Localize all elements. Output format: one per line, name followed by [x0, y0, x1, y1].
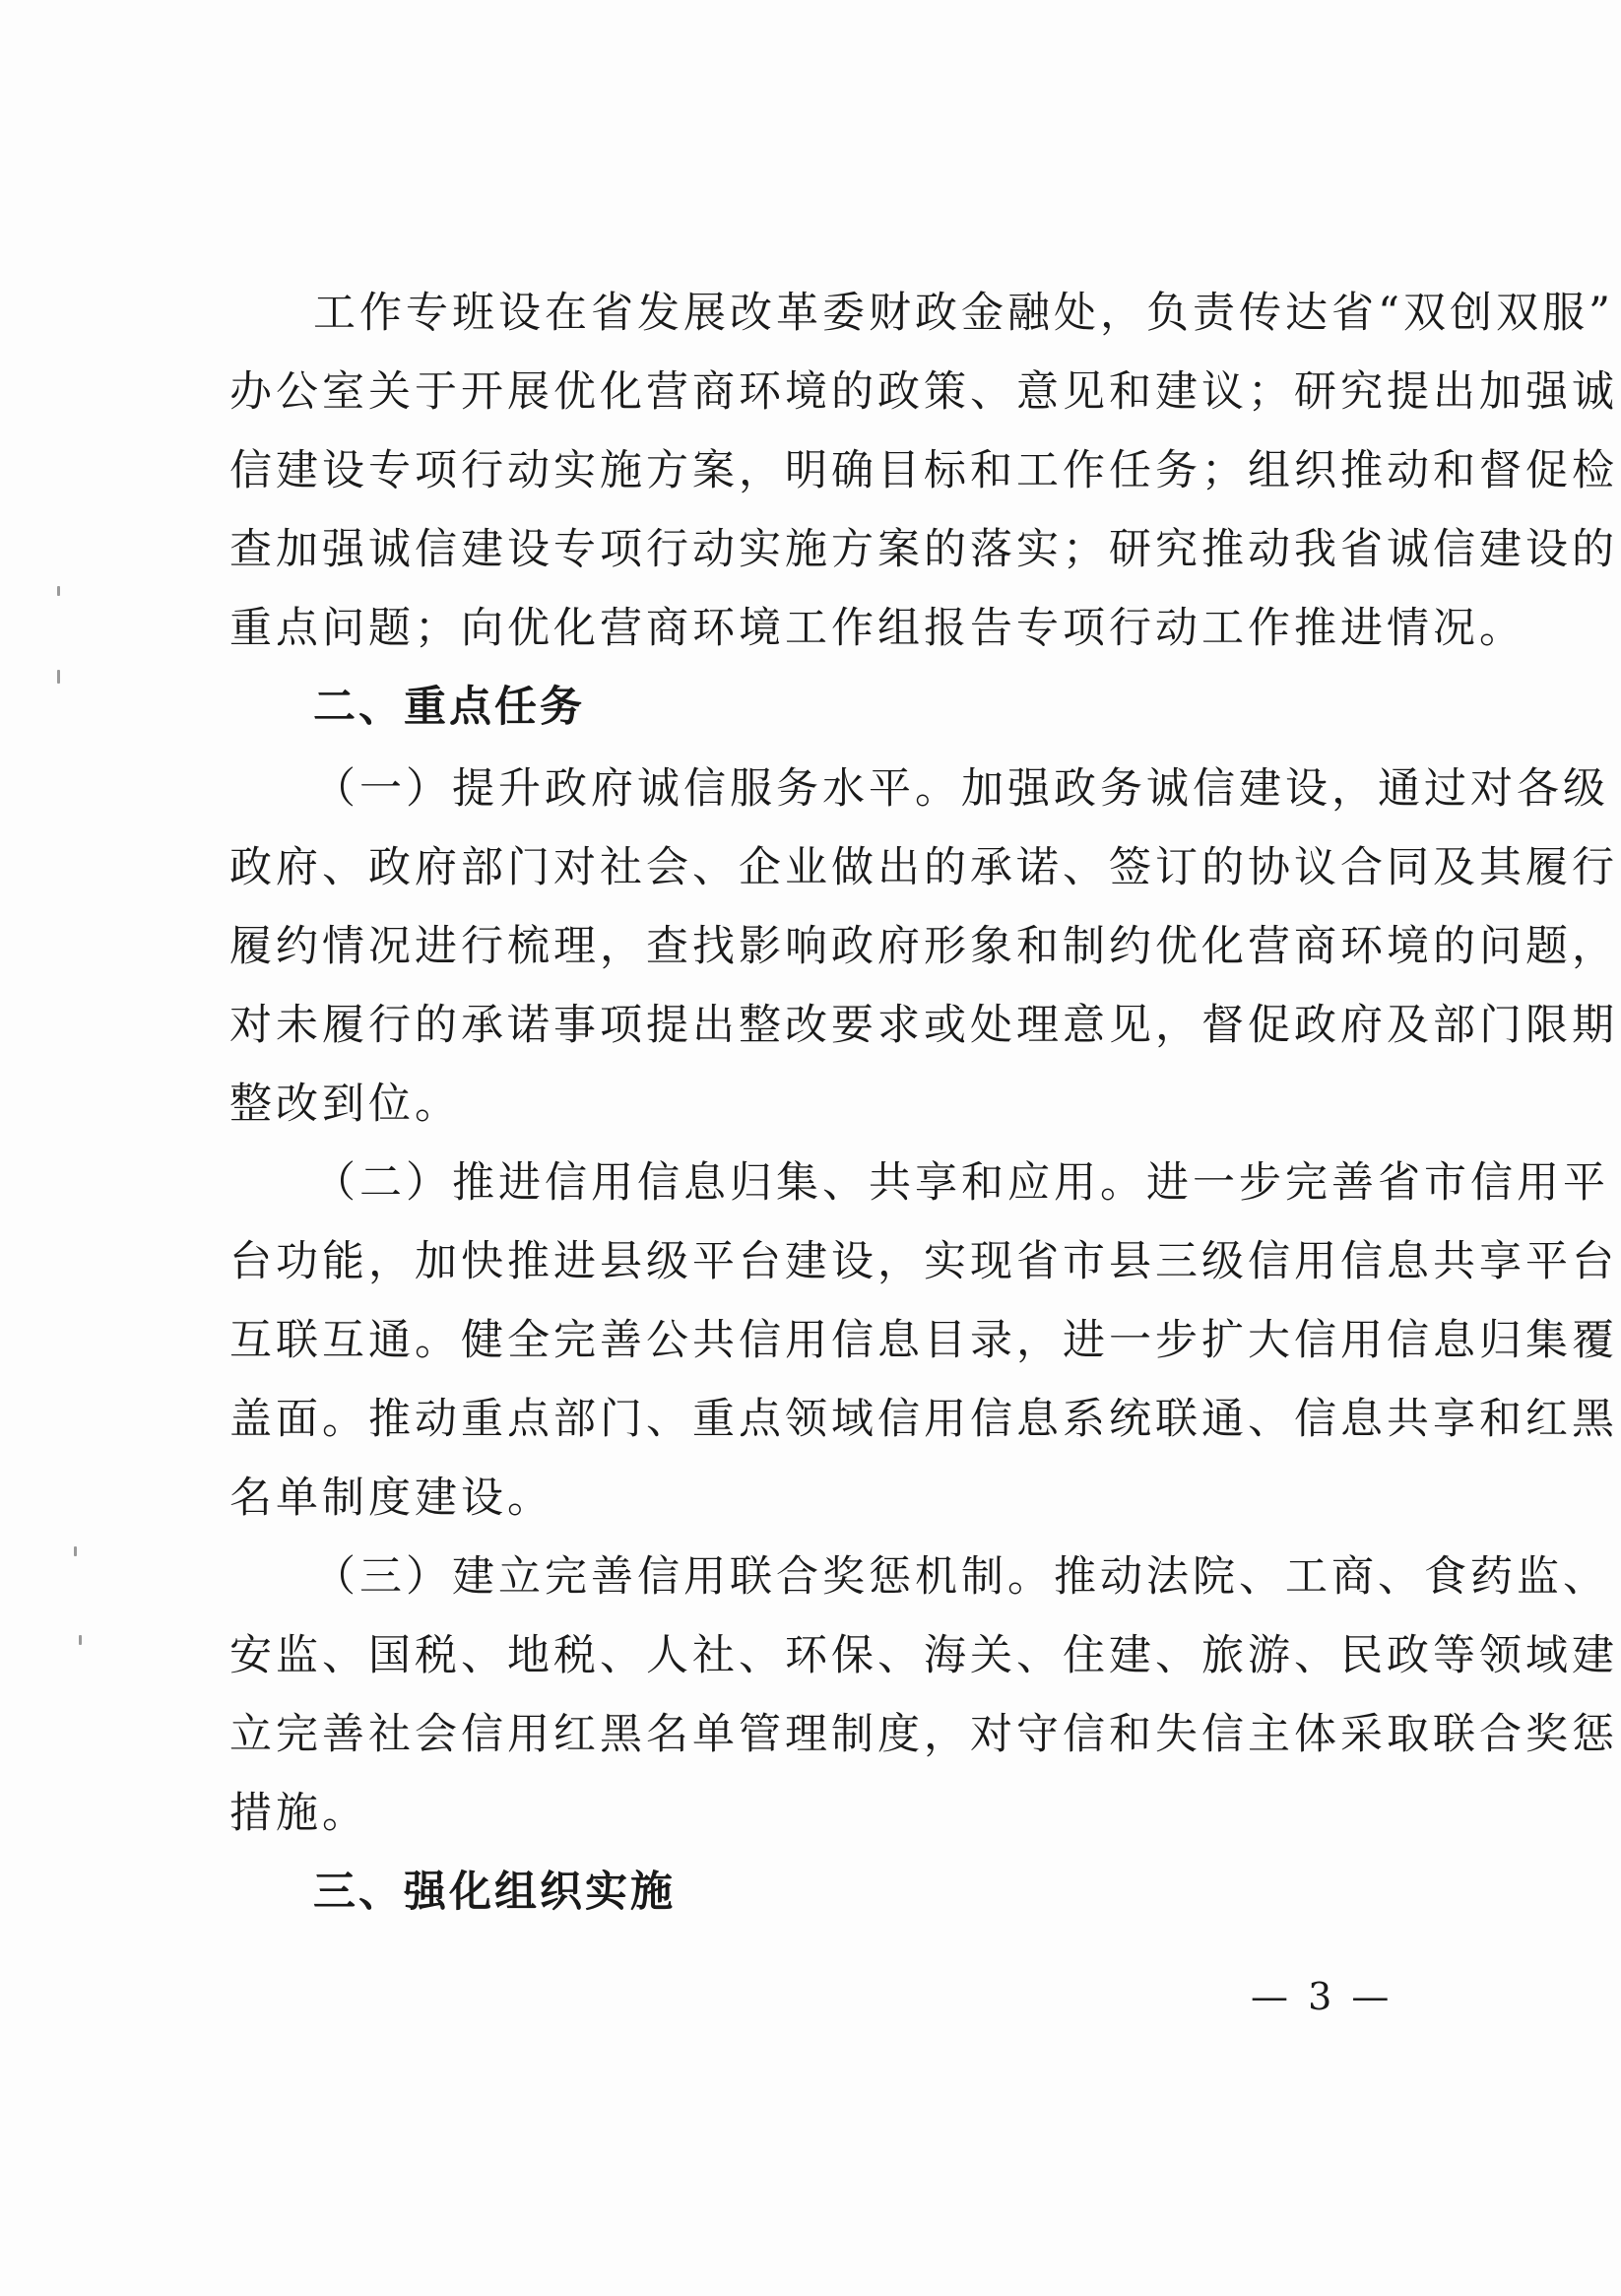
paragraph-line: 履约情况进行梳理，查找影响政府形象和制约优化营商环境的问题， [229, 922, 1618, 971]
paragraph-line: （二）推进信用信息归集、共享和应用。进一步完善省市信用平 [313, 1158, 1609, 1208]
paragraph-line: 互联互通。健全完善公共信用信息目录，进一步扩大信用信息归集覆 [229, 1316, 1618, 1365]
paragraph-line: 重点问题；向优化营商环境工作组报告专项行动工作推进情况。 [229, 604, 1525, 653]
paragraph-line: 对未履行的承诺事项提出整改要求或处理意见，督促政府及部门限期 [229, 1001, 1618, 1050]
paragraph-line: 查加强诚信建设专项行动实施方案的落实；研究推动我省诚信建设的 [229, 525, 1618, 574]
paragraph-line: 工作专班设在省发展改革委财政金融处，负责传达省“双创双服” [313, 289, 1614, 338]
page-number: — 3 — [1251, 1975, 1394, 2018]
section-heading: 二、重点任务 [313, 683, 585, 732]
paragraph-line: 盖面。推动重点部门、重点领域信用信息系统联通、信息共享和红黑 [229, 1395, 1618, 1444]
paragraph-line: 信建设专项行动实施方案，明确目标和工作任务；组织推动和督促检 [229, 446, 1618, 495]
paragraph-line: 政府、政府部门对社会、企业做出的承诺、签订的协议合同及其履行 [229, 843, 1618, 892]
scan-mark [74, 1546, 77, 1556]
paragraph-line: 整改到位。 [229, 1080, 461, 1129]
scan-mark [57, 670, 60, 684]
paragraph-line: 办公室关于开展优化营商环境的政策、意见和建议；研究提出加强诚 [229, 367, 1618, 417]
paragraph-line: 立完善社会信用红黑名单管理制度，对守信和失信主体采取联合奖惩 [229, 1710, 1618, 1759]
paragraph-line: 措施。 [229, 1789, 368, 1838]
paragraph-line: 安监、国税、地税、人社、环保、海关、住建、旅游、民政等领域建 [229, 1631, 1618, 1680]
paragraph-line: 名单制度建设。 [229, 1474, 553, 1523]
scan-mark [57, 586, 60, 596]
scan-mark [79, 1635, 82, 1645]
paragraph-line: 台功能，加快推进县级平台建设，实现省市县三级信用信息共享平台 [229, 1237, 1618, 1286]
paragraph-line: （三）建立完善信用联合奖惩机制。推动法院、工商、食药监、 [313, 1552, 1609, 1602]
section-heading: 三、强化组织实施 [313, 1868, 676, 1917]
paragraph-line: （一）提升政府诚信服务水平。加强政务诚信建设，通过对各级 [313, 764, 1609, 814]
